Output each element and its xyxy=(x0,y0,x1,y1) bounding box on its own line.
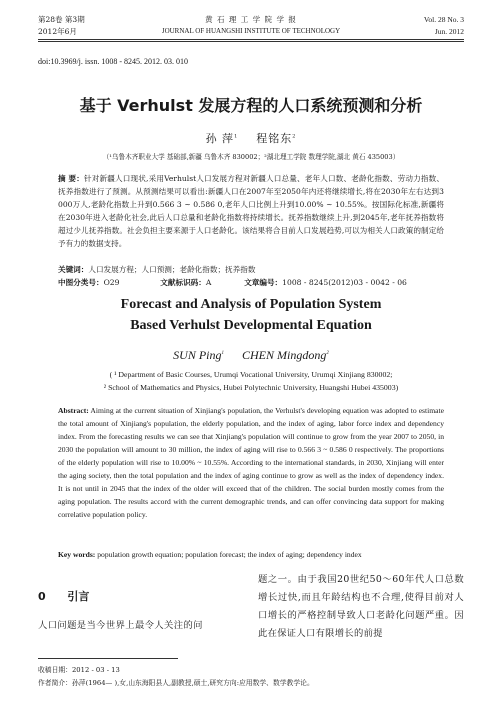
doc-code-label: 文献标识码： xyxy=(160,278,206,287)
author-2-cn: 程铭东 xyxy=(256,132,293,145)
abstract-cn xyxy=(58,172,444,250)
keywords-cn xyxy=(58,263,444,276)
header-date-cn: 2012年6月 xyxy=(38,27,77,36)
author-1-sup: 1 xyxy=(234,133,239,140)
abstract-en-text: Aiming at the current situation of Xinjiang's population, the Verhulst's developing equation was adopted to estimate the total amount of Xinjiang's population, the elderly population, and the index of aging, labor force index and dependency index. From the forecasting results we can see that Xinjiang's population will continue to grow from the year 2007 to 2050, in 2030 the population will amount to 30 million, the index of aging will rise to 0.566 3 ~ 0.586 0 respectively. The proportions of the elderly population will rise to 10.00% ~ 10.55%. According to the international standards, in 2030, Xinjiang will enter the aging society, then the total population and the index of aging continue to grow as well as the index of dependency index. It is not until in 2045 that the index of the older will exceed that of the children. The social burden mostly comes from the aging population. The results accord with the current demographic trends, and can offer convincing data support for making correlative population policy. xyxy=(58,406,444,519)
keywords-en xyxy=(58,548,444,561)
article-no-label: 文章编号： xyxy=(244,278,283,287)
doc-code-value: A xyxy=(205,278,212,287)
section-heading xyxy=(38,588,89,604)
header-rule-top xyxy=(38,39,464,40)
author-1-en-sup: 1 xyxy=(221,351,224,356)
header-vol-issue-cn: 第28卷 第3期 xyxy=(38,15,85,24)
title-en-line-2: Based Verhulst Developmental Equation xyxy=(130,318,372,333)
clc-value: O29 xyxy=(103,278,120,287)
title-cn: 基于 Verhulst 发展方程的人口系统预测和分析 xyxy=(79,96,423,115)
title-en-line-1: Forecast and Analysis of Population System xyxy=(120,297,382,312)
abstract-cn-label: 摘 要： xyxy=(58,174,85,183)
received-date: 收稿日期：2012 - 03 - 13 xyxy=(38,666,120,674)
header-vol-issue-en: Vol. 28 No. 3 xyxy=(423,15,464,24)
affiliation-en-1: ( ¹ Department of Basic Courses, Urumqi Vocational University, Urumqi Xinjiang 830002; xyxy=(109,370,393,379)
keywords-en-label: Key words: xyxy=(58,550,96,559)
abstract-en-label: Abstract: xyxy=(58,406,89,415)
article-no-value: 1008 - 8245(2012)03 - 0042 - 06 xyxy=(282,278,407,287)
affiliation-en-2: ² School of Mathematics and Physics, Hubei Polytechnic University, Huangshi Hubei 435003) xyxy=(103,383,399,392)
section-left-text: 人口问题是当今世界上最令人关注的问 xyxy=(38,620,203,631)
abstract-en xyxy=(58,404,444,521)
abstract-cn-text: 针对新疆人口现状,采用Verhulst人口发展方程对新疆人口总量、老年人口数、老龄化指数、劳动力指数、抚养指数进行了预测。从预测结果可以看出:新疆人口在2007年至2050年内还将继续增长,将在2030年左右达到3 000万人,老龄化指数上升到0.566 3 ~ 0.586 0,老年人口比例上升到10.00% ~ 10.55%。按国际化标准,新疆将在2030年进入老龄化社会,此后人口总量和老龄化指数将持续增长。抚养指数继续上升,到2045年,老年抚养指数将超过少儿抚养指数。社会负担主要来源于人口老龄化。该结果将合目前人口发展趋势,可以为相关人口政策的制定给予有力的数据支持。 xyxy=(58,174,444,248)
authors-cn xyxy=(38,130,464,146)
section-right-text: 题之一。由于我国20世纪50～60年代人口总数增长过快,而且年龄结构也不合理,使得目前对人口增长的严格控制导致人口老龄化问题严重。因此在保证人口有限增长的前提 xyxy=(258,574,464,639)
author-2-sup: 2 xyxy=(292,133,297,140)
doi: doi:10.3969/j. issn. 1008 - 8245. 2012. 03. 010 xyxy=(38,57,189,66)
section-number: 0 xyxy=(38,590,46,603)
keywords-cn-label: 关键词： xyxy=(58,265,89,274)
affiliation-cn: （¹乌鲁木齐职业大学 基础部,新疆 乌鲁木齐 830002；²湖北理工学院 数理学院,湖北 黄石 435003） xyxy=(102,153,400,161)
author-1-cn: 孙 萍 xyxy=(205,132,235,145)
classification-line xyxy=(58,276,444,289)
author-1-en: SUN Ping xyxy=(173,348,222,362)
keywords-cn-text: 人口发展方程；人口预测；老龄化指数；抚养指数 xyxy=(88,265,256,274)
header-date-en: Jun. 2012 xyxy=(434,27,464,36)
author-2-en: CHEN Mingdong xyxy=(242,348,327,362)
header-journal-cn: 黄 石 理 工 学 院 学 报 xyxy=(205,15,297,24)
author-2-en-sup: 2 xyxy=(326,351,329,356)
footnote-rule xyxy=(38,658,178,659)
clc-label: 中图分类号： xyxy=(58,278,104,287)
section-title: 引言 xyxy=(67,590,90,603)
keywords-en-text: population growth equation; population forecast; the index of aging; dependency index xyxy=(97,550,362,559)
header-rule-bottom xyxy=(38,41,464,42)
header-journal-en: JOURNAL OF HUANGSHI INSTITUTE OF TECHNOLOGY xyxy=(161,27,341,35)
author-bio: 作者简介：孙萍(1964— ),女,山东海阳县人,副教授,硕士,研究方向:应用数学、数学教学论。 xyxy=(38,679,314,687)
authors-en xyxy=(38,348,464,363)
